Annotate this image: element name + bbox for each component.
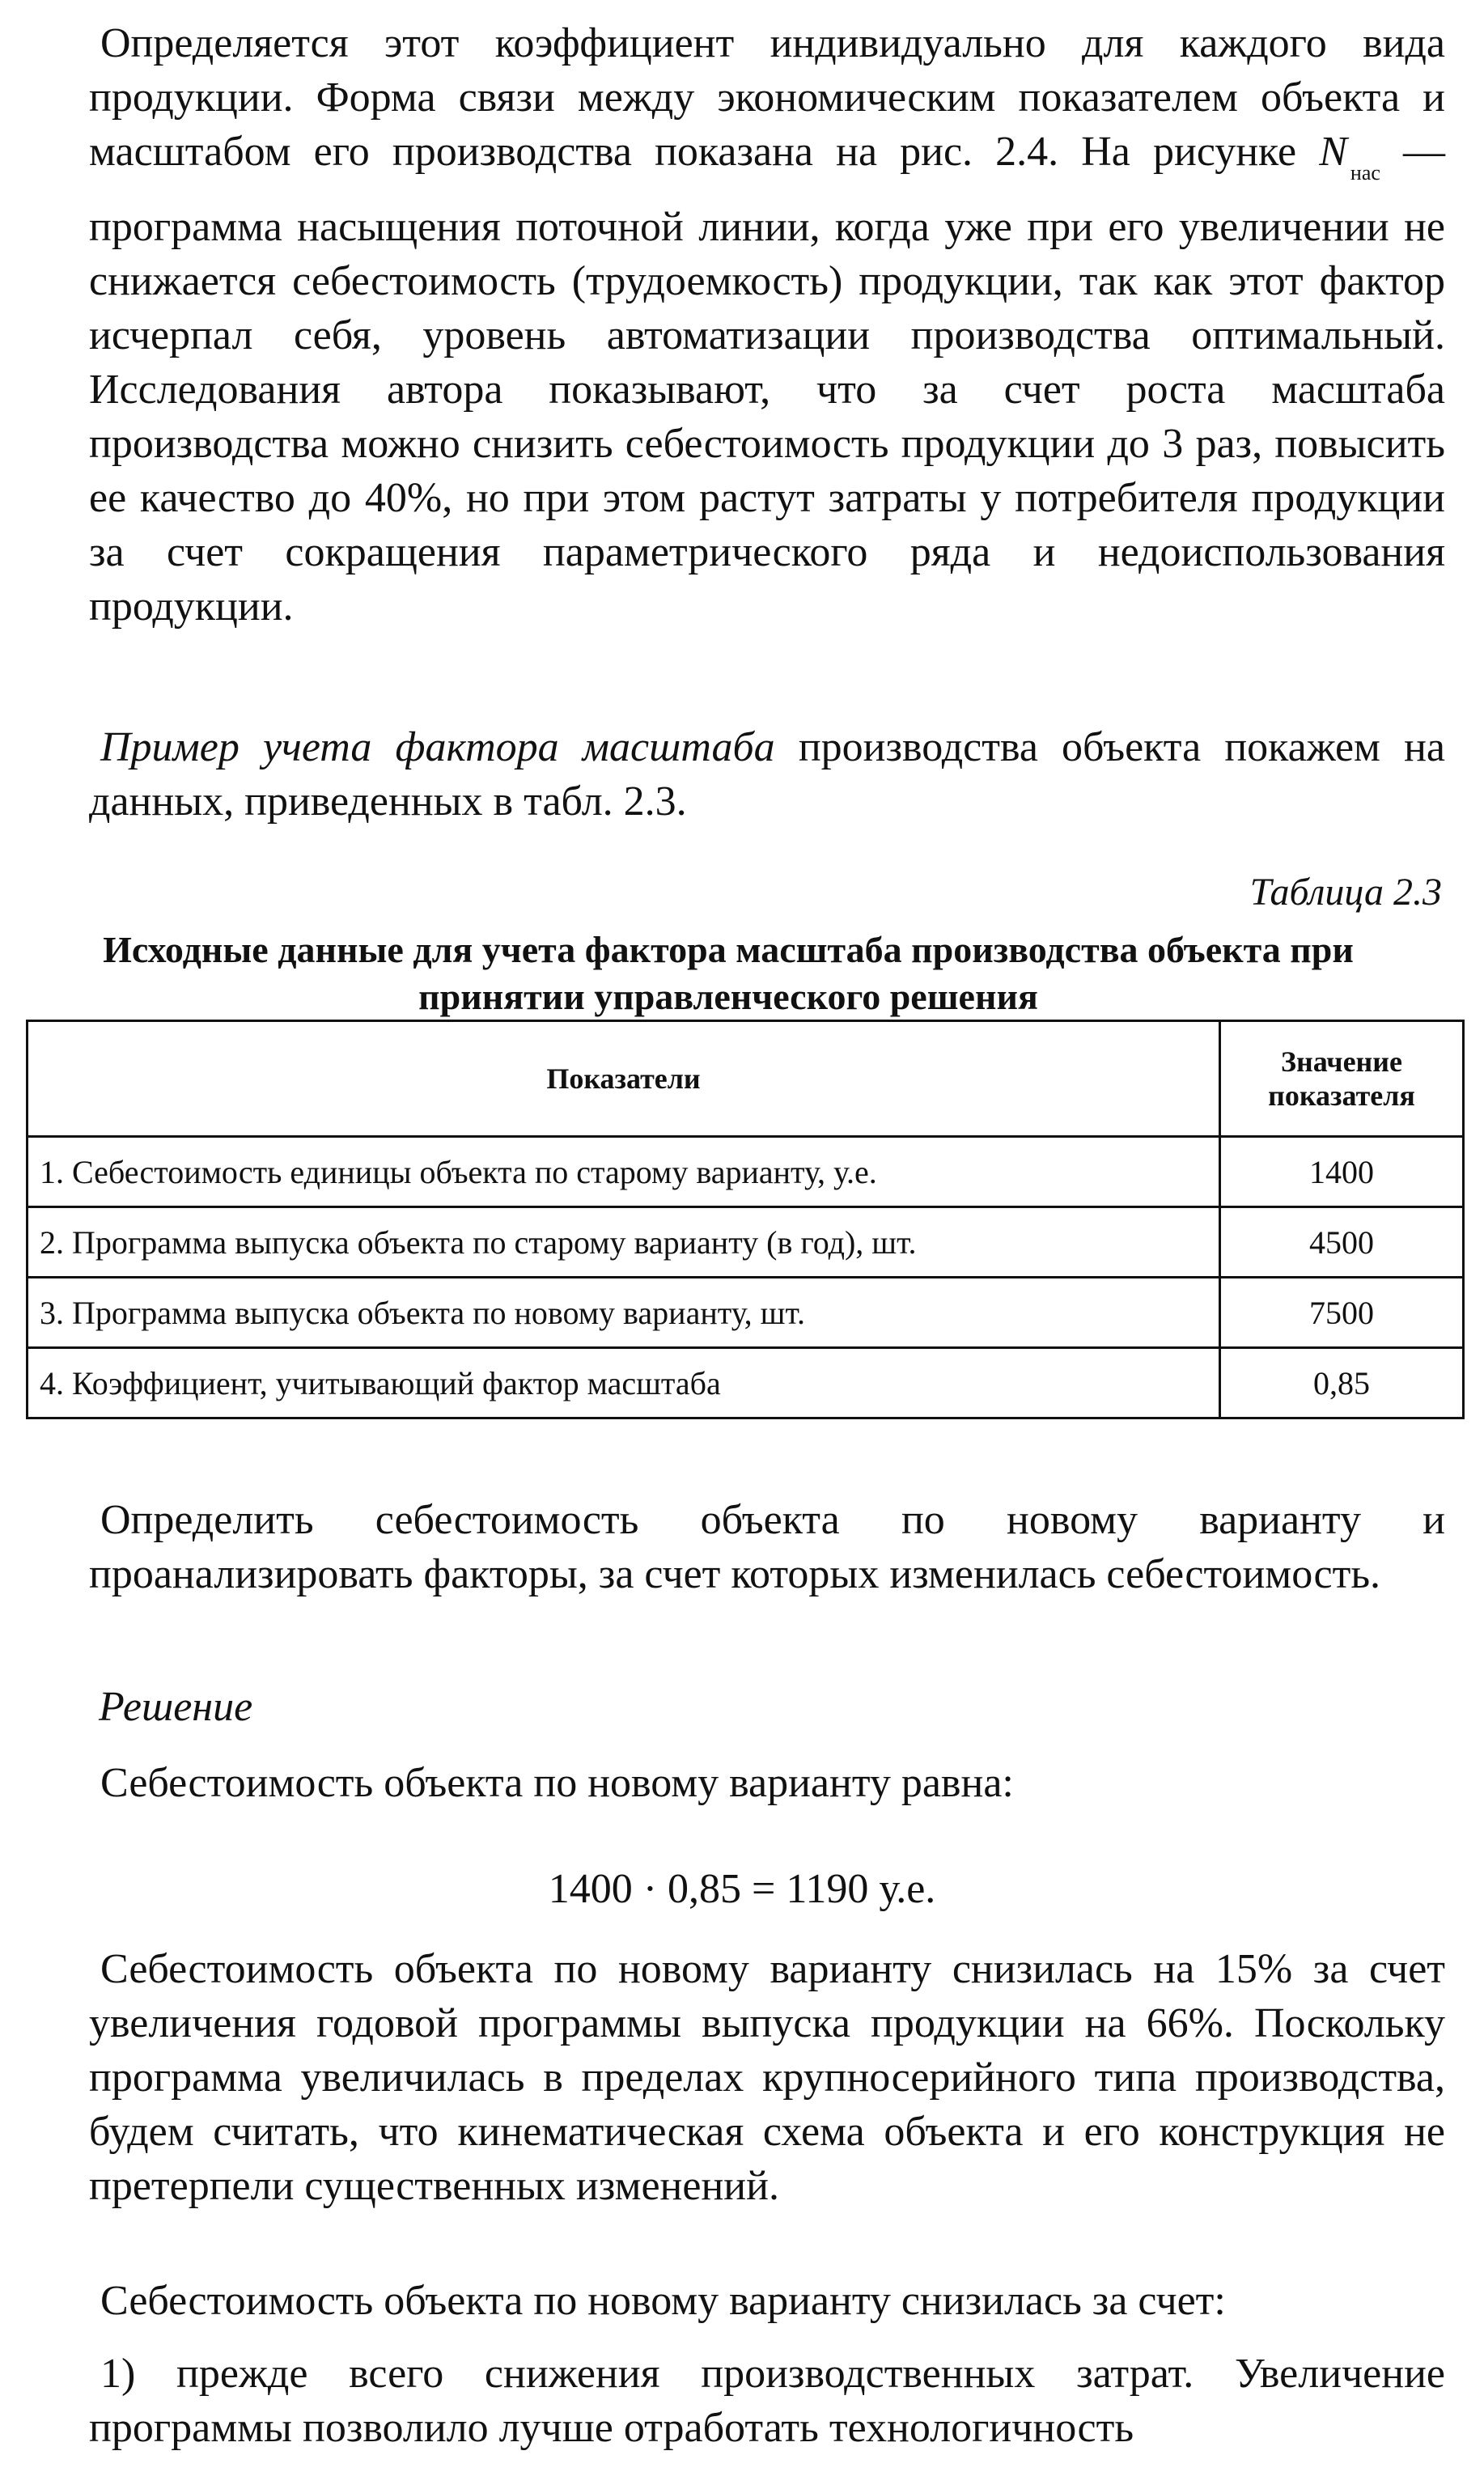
example-text: производства объекта покажем на данных, приведенных в табл. 2.3. bbox=[89, 724, 1445, 825]
table-row bbox=[28, 1207, 1464, 1278]
paragraph-coefficient-rest: — программа насыщения поточной линии, когда уже при его увеличении не снижается себестоимость (трудоемкость) продукции, так как этот фактор исчерпал себя, уровень автоматизации производства оптимальный. Исследования автора показывают, что за счет роста масштаба производства можно снизить себестоимость продукции до 3 раз, повысить ее качество до 40%, но при этом растут затраты у потребителя продукции за счет сокращения параметрического ряда и недоиспользования продукции. bbox=[89, 129, 1446, 630]
table-row bbox=[28, 1348, 1464, 1418]
paragraph-example bbox=[89, 720, 1445, 829]
table-header-row bbox=[28, 1021, 1464, 1137]
paragraph-cost-equals: Себестоимость объекта по новому варианту равна: bbox=[100, 1760, 1014, 1806]
solution-heading: Решение bbox=[99, 1684, 253, 1730]
paragraph-reason-one: 1) прежде всего снижения производственных затрат. Увеличение программы позволило лучше отработать технологичность bbox=[89, 2351, 1445, 2451]
row-value: 0,85 bbox=[1220, 1348, 1464, 1418]
table-row bbox=[28, 1137, 1464, 1207]
row-label: 3. Программа выпуска объекта по новому варианту, шт. bbox=[28, 1278, 1220, 1348]
paragraph-cost-reasons: Себестоимость объекта по новому варианту снизилась за счет: bbox=[100, 2278, 1226, 2324]
header-value: Значение показателя bbox=[1220, 1021, 1464, 1137]
header-indicators: Показатели bbox=[28, 1021, 1220, 1137]
row-label: 1. Себестоимость единицы объекта по старому варианту, у.е. bbox=[28, 1137, 1220, 1207]
paragraph-coefficient-text: Определяется этот коэффициент индивидуально для каждого вида продукции. Форма связи между экономическим показателем объекта и масштабом его производства показана на рис. 2.4. На рисунке bbox=[89, 20, 1445, 175]
table-caption: Исходные данные для учета фактора масштаба производства объекта при принятии управленческого решения bbox=[103, 929, 1354, 1017]
row-value: 1400 bbox=[1220, 1137, 1464, 1207]
row-label: 2. Программа выпуска объекта по старому варианту (в год), шт. bbox=[28, 1207, 1220, 1278]
n-symbol: N bbox=[1319, 129, 1347, 175]
table-row bbox=[28, 1278, 1464, 1348]
source-data-table bbox=[26, 1020, 1465, 1419]
paragraph-cost-decrease: Себестоимость объекта по новому варианту снизилась на 15% за счет увеличения годовой программы выпуска продукции на 66%. Поскольку программа увеличилась в пределах крупносерийного типа производства, будем считать, что кинематическая схема объекта и его конструкция не претерпели существенных изменений. bbox=[89, 1946, 1445, 2209]
row-value: 7500 bbox=[1220, 1278, 1464, 1348]
row-value: 4500 bbox=[1220, 1207, 1464, 1278]
paragraph-coefficient bbox=[89, 16, 1445, 634]
paragraph-task: Определить себестоимость объекта по новому варианту и проанализировать факторы, за счет которых изменилась себестоимость. bbox=[89, 1497, 1445, 1597]
table-number: Таблица 2.3 bbox=[1249, 871, 1442, 914]
n-subscript: нас bbox=[1350, 161, 1380, 184]
example-italic-text: Пример учета фактора масштаба bbox=[100, 724, 775, 770]
formula: 1400 · 0,85 = 1190 у.е. bbox=[548, 1866, 936, 1912]
row-label: 4. Коэффициент, учитывающий фактор масштаба bbox=[28, 1348, 1220, 1418]
